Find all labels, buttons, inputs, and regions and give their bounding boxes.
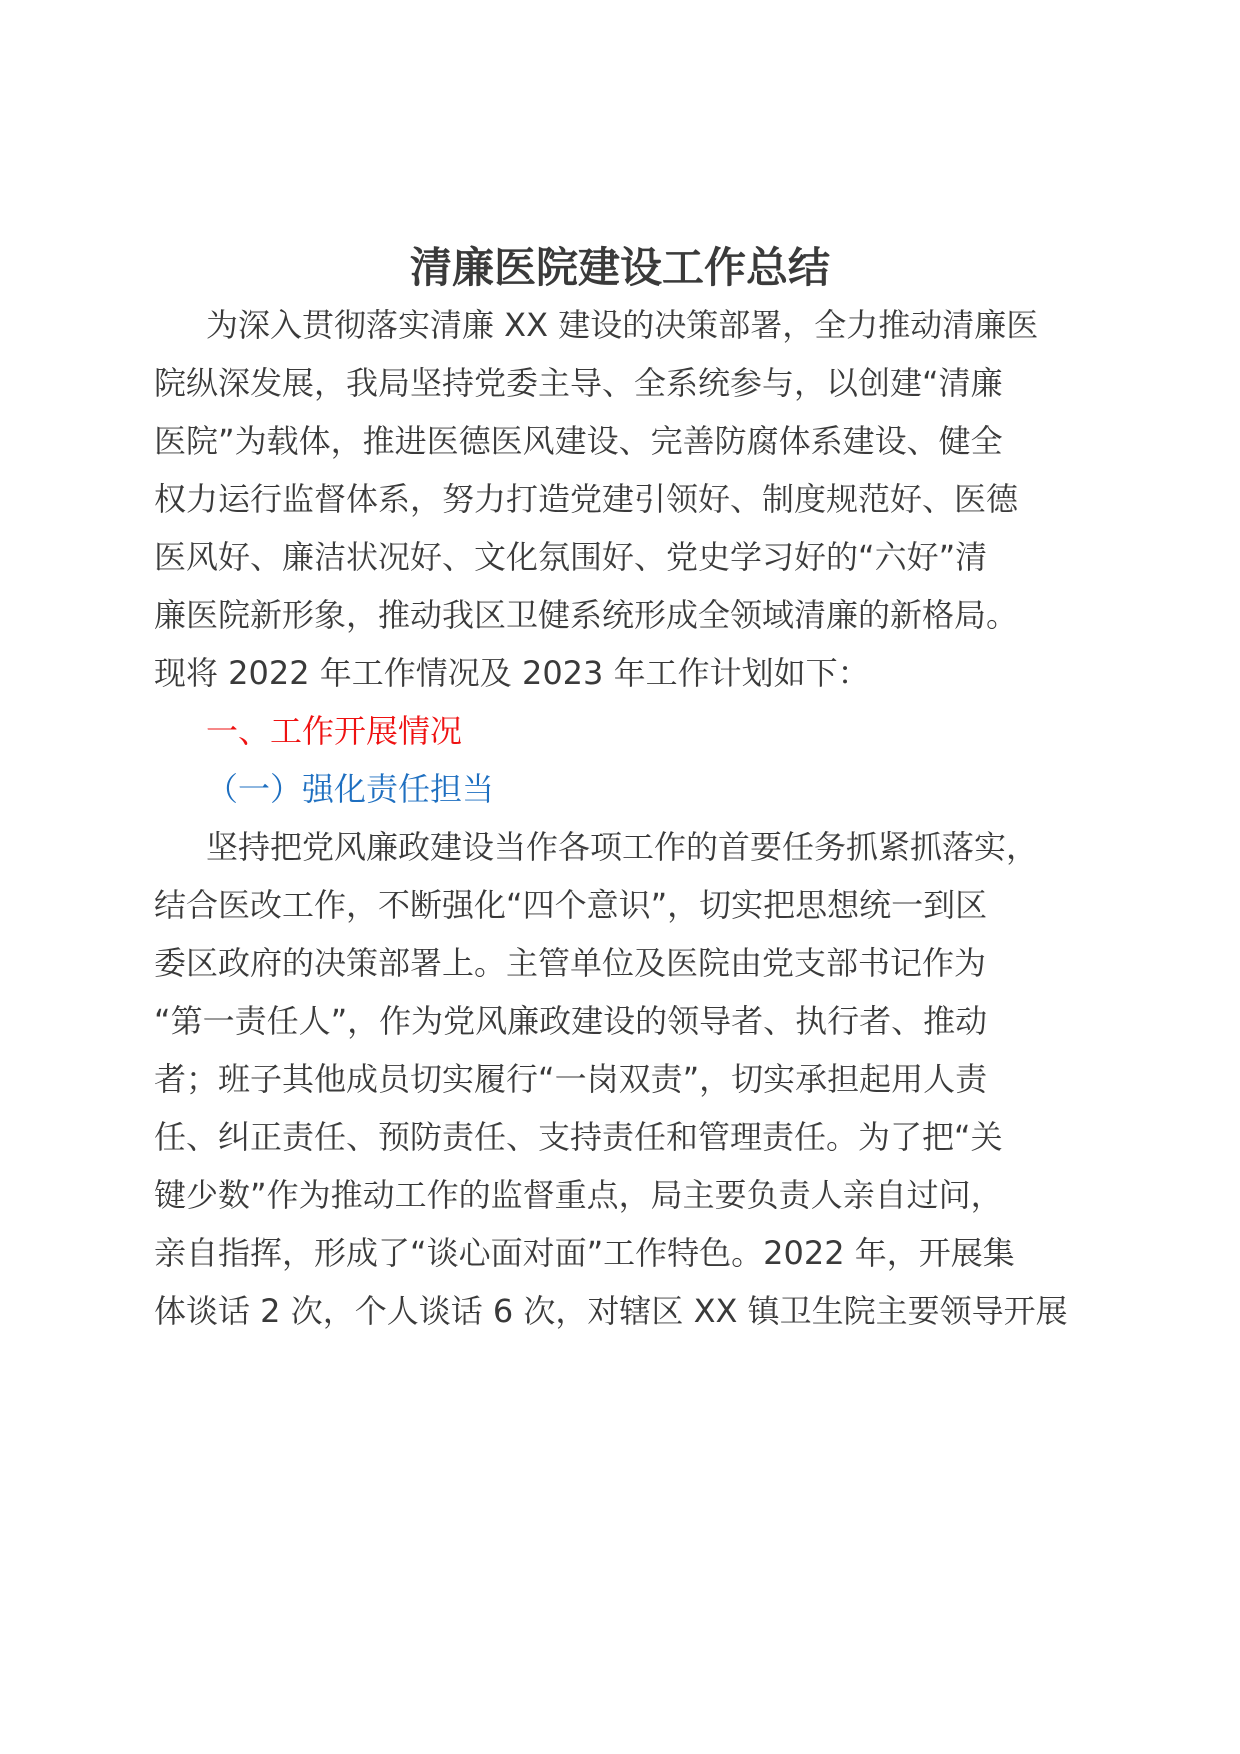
intro-line-6: 廉医院新形象，推动我区卫健系统形成全领域清廉的新格局。 — [154, 596, 1019, 634]
body-line-3: 委区政府的决策部署上。主管单位及医院由党支部书记作为 — [154, 944, 987, 982]
document-title: 清廉医院建设工作总结 — [409, 243, 830, 292]
body-line-7: 键少数”作为推动工作的监督重点，局主要负责人亲自过问， — [154, 1176, 1003, 1214]
intro-line-1: 为深入贯彻落实清廉 XX 建设的决策部署，全力推动清廉医 — [206, 306, 1039, 344]
body-line-5: 者；班子其他成员切实履行“一岗双责”，切实承担起用人责 — [154, 1060, 988, 1098]
body-line-6: 任、纠正责任、预防责任、支持责任和管理责任。为了把“关 — [154, 1118, 1003, 1156]
intro-line-5: 医风好、廉洁状况好、文化氛围好、党史学习好的“六好”清 — [154, 538, 988, 576]
intro-line-4: 权力运行监督体系，努力打造党建引领好、制度规范好、医德 — [154, 480, 1019, 518]
intro-line-7: 现将 2022 年工作情况及 2023 年工作计划如下： — [154, 654, 870, 692]
body-line-1: 坚持把党风廉政建设当作各项工作的首要任务抓紧抓落实， — [206, 828, 1039, 866]
body-line-8: 亲自指挥，形成了“谈心面对面”工作特色。2022 年，开展集 — [154, 1234, 1015, 1272]
body-line-9: 体谈话 2 次，个人谈话 6 次，对辖区 XX 镇卫生院主要领导开展 — [154, 1292, 1068, 1330]
intro-line-3: 医院”为载体，推进医德医风建设、完善防腐体系建设、健全 — [154, 422, 1003, 460]
subsection-heading: （一）强化责任担当 — [206, 770, 495, 808]
intro-line-2: 院纵深发展，我局坚持党委主导、全系统参与，以创建“清廉 — [154, 364, 1003, 402]
body-line-2: 结合医改工作，不断强化“四个意识”，切实把思想统一到区 — [154, 886, 988, 924]
section-heading: 一、工作开展情况 — [206, 712, 463, 750]
body-line-4: “第一责任人”，作为党风廉政建设的领导者、执行者、推动 — [154, 1002, 988, 1040]
